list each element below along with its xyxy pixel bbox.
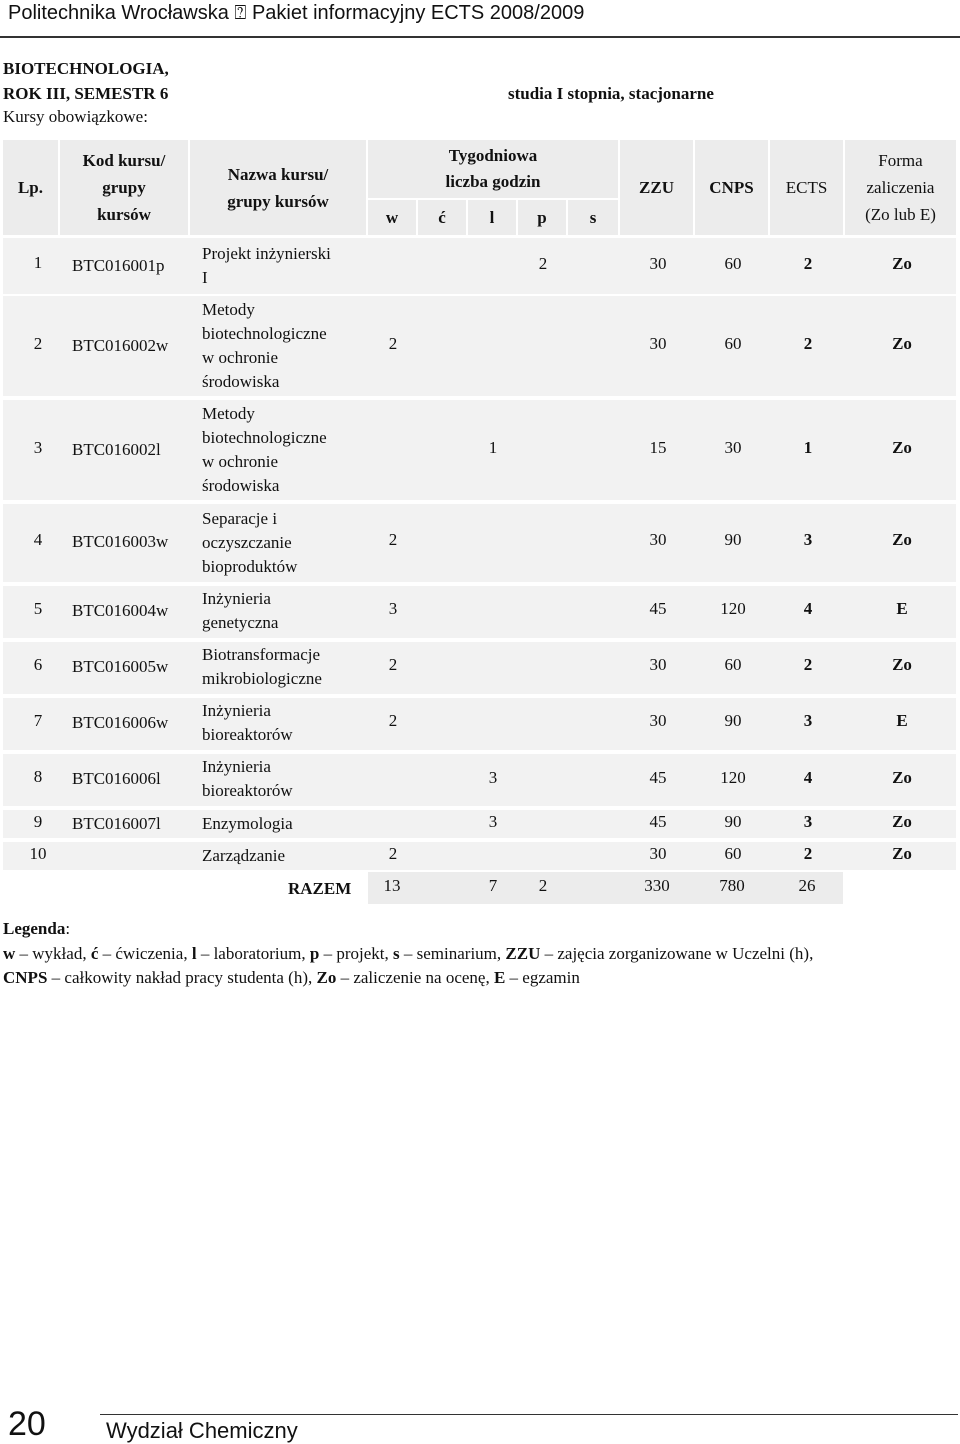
legend-term: p — [309, 944, 320, 963]
header-p: p — [518, 200, 566, 235]
total-w: 13 — [383, 876, 401, 895]
cell-zzu: 30 — [649, 254, 667, 273]
table-row — [3, 842, 956, 870]
header-weekly: Tygodniowa liczba godzin — [368, 140, 618, 198]
cell-code: BTC016006w — [72, 713, 169, 732]
cell-zzu: 30 — [649, 711, 667, 730]
cell-lp: 3 — [33, 438, 43, 457]
total-label: RAZEM — [288, 879, 352, 898]
cell-name: Metody biotechnologiczne w ochronie środowiska — [202, 300, 327, 391]
header-name: Nazwa kursu/ grupy kursów — [190, 140, 366, 235]
cell-ects: 4 — [803, 768, 813, 787]
table-row — [3, 504, 956, 582]
legend-definition: – seminarium, — [399, 944, 506, 963]
header-lp: Lp. — [3, 140, 58, 235]
cell-ects: 3 — [803, 530, 813, 549]
cell-cnps: 30 — [724, 438, 742, 457]
table-row — [3, 754, 956, 806]
cell-cnps: 60 — [724, 844, 742, 863]
header-w: w — [368, 200, 416, 235]
total-cnps: 780 — [719, 876, 745, 895]
legend-definition: – projekt, — [319, 944, 393, 963]
header-cnps: CNPS — [695, 140, 768, 235]
cell-w: 2 — [388, 655, 398, 674]
table-row — [3, 296, 956, 396]
cell-zzu: 45 — [649, 599, 667, 618]
cell-name: Enzymologia — [202, 814, 293, 833]
cell-lp: 10 — [29, 844, 47, 863]
cell-cnps: 120 — [720, 599, 746, 618]
cell-name: Inżynieria bioreaktorów — [202, 757, 293, 800]
cell-name: Inżynieria bioreaktorów — [202, 701, 293, 744]
cell-form: Zo — [892, 254, 912, 273]
cell-ects: 3 — [803, 711, 813, 730]
legend-term: l — [191, 944, 197, 963]
cell-ects: 2 — [803, 334, 813, 353]
cell-cnps: 60 — [724, 655, 742, 674]
cell-form: Zo — [892, 530, 912, 549]
cell-form: Zo — [892, 812, 912, 831]
cell-lp: 7 — [33, 711, 43, 730]
cell-form: Zo — [892, 768, 912, 787]
cell-code: BTC016003w — [72, 532, 169, 551]
header-c: ć — [418, 200, 466, 235]
legend-definition: – zaliczenie na ocenę, — [336, 968, 494, 987]
legend-heading: Legenda: — [3, 919, 71, 938]
cell-zzu: 30 — [649, 530, 667, 549]
cell-code: BTC016002w — [72, 336, 169, 355]
cell-w: 3 — [388, 599, 398, 618]
legend-term: E — [493, 968, 506, 987]
cell-ects: 2 — [803, 254, 813, 273]
cell-cnps: 60 — [724, 254, 742, 273]
cell-ects: 2 — [803, 844, 813, 863]
cell-cnps: 90 — [724, 711, 742, 730]
cell-w: 2 — [388, 711, 398, 730]
page-number: 20 — [8, 1405, 46, 1443]
legend-definition: – zajęcia zorganizowane w Uczelni (h), — [540, 944, 814, 963]
cell-code: BTC016005w — [72, 657, 169, 676]
total-row-background — [368, 872, 843, 904]
cell-code: BTC016002l — [72, 440, 161, 459]
cell-lp: 5 — [33, 599, 43, 618]
cell-cnps: 90 — [724, 812, 742, 831]
cell-cnps: 60 — [724, 334, 742, 353]
header-zzu: ZZU — [620, 140, 693, 235]
header-l: l — [468, 200, 516, 235]
legend-term: w — [3, 944, 16, 963]
header-ects: ECTS — [770, 140, 843, 235]
header-divider — [0, 36, 960, 38]
cell-ects: 3 — [803, 812, 813, 831]
legend-definition: – laboratorium, — [196, 944, 310, 963]
legend-term: s — [393, 944, 400, 963]
table-row — [3, 698, 956, 750]
cell-form: E — [896, 599, 908, 618]
cell-l: 1 — [488, 438, 498, 457]
cell-cnps: 90 — [724, 530, 742, 549]
table-row — [3, 810, 956, 838]
cell-form: Zo — [892, 334, 912, 353]
header-s: s — [568, 200, 618, 235]
legend-definition: – egzamin — [505, 968, 580, 987]
table-row — [3, 586, 956, 638]
cell-zzu: 15 — [649, 438, 667, 457]
cell-lp: 1 — [33, 253, 43, 272]
cell-zzu: 30 — [649, 844, 667, 863]
cell-zzu: 45 — [649, 812, 667, 831]
total-p: 2 — [538, 876, 548, 895]
legend-line-2 — [3, 968, 580, 988]
cell-form: Zo — [892, 438, 912, 457]
cell-code: BTC016007l — [72, 814, 161, 833]
cell-zzu: 30 — [649, 655, 667, 674]
cell-p: 2 — [538, 254, 548, 273]
cell-code: BTC016001p — [72, 256, 165, 275]
cell-l: 3 — [488, 768, 498, 787]
legend-definition: – ćwiczenia, — [98, 944, 192, 963]
cell-form: Zo — [892, 844, 912, 863]
cell-w: 2 — [388, 530, 398, 549]
cell-name: Zarządzanie — [202, 846, 286, 865]
cell-lp: 8 — [33, 767, 43, 786]
program-title: BIOTECHNOLOGIA, — [3, 59, 169, 78]
cell-zzu: 45 — [649, 768, 667, 787]
cell-name: Inżynieria genetyczna — [202, 589, 279, 632]
cell-w: 2 — [388, 844, 398, 863]
legend-definition: – wykład, — [15, 944, 91, 963]
cell-zzu: 30 — [649, 334, 667, 353]
cell-cnps: 120 — [720, 768, 746, 787]
footer-divider — [100, 1414, 958, 1415]
cell-name: Biotransformacje mikrobiologiczne — [202, 645, 322, 688]
table-row — [3, 400, 956, 500]
cell-w: 2 — [388, 334, 398, 353]
cell-lp: 4 — [33, 530, 43, 549]
cell-code: BTC016006l — [72, 769, 161, 788]
total-ects: 26 — [798, 876, 816, 895]
legend-term: CNPS — [3, 968, 48, 987]
cell-code: BTC016004w — [72, 601, 169, 620]
cell-ects: 2 — [803, 655, 813, 674]
cell-form: Zo — [892, 655, 912, 674]
legend-line-1 — [3, 944, 813, 964]
cell-ects: 1 — [803, 438, 813, 457]
cell-form: E — [896, 711, 908, 730]
header-code: Kod kursu/ grupy kursów — [60, 140, 188, 235]
studies-type: studia I stopnia, stacjonarne — [508, 84, 714, 103]
legend-term: ć — [90, 944, 99, 963]
table-row — [3, 238, 956, 294]
cell-ects: 4 — [803, 599, 813, 618]
cell-name: Metody biotechnologiczne w ochronie środowiska — [202, 404, 327, 495]
table-row — [3, 642, 956, 694]
header-form: Forma zaliczenia (Zo lub E) — [845, 140, 956, 235]
header-title: Politechnika Wrocławska ⍰ Pakiet informacyjny ECTS 2008/2009 — [8, 2, 585, 24]
total-zzu: 330 — [644, 876, 670, 895]
legend-definition: – całkowity nakład pracy studenta (h), — [47, 968, 317, 987]
department-name: Wydział Chemiczny — [106, 1418, 298, 1443]
legend-term: ZZU — [505, 944, 541, 963]
total-l: 7 — [488, 876, 498, 895]
year-semester: ROK III, SEMESTR 6 — [3, 84, 169, 103]
cell-l: 3 — [488, 812, 498, 831]
cell-lp: 2 — [33, 334, 43, 353]
cell-lp: 9 — [33, 812, 43, 831]
cell-name: Projekt inżynierski I — [202, 244, 331, 287]
page-header — [0, 0, 960, 33]
courses-caption: Kursy obowiązkowe: — [3, 107, 148, 126]
legend-term: Zo — [316, 968, 337, 987]
cell-name: Separacje i oczyszczanie bioproduktów — [202, 509, 298, 576]
cell-lp: 6 — [33, 655, 43, 674]
